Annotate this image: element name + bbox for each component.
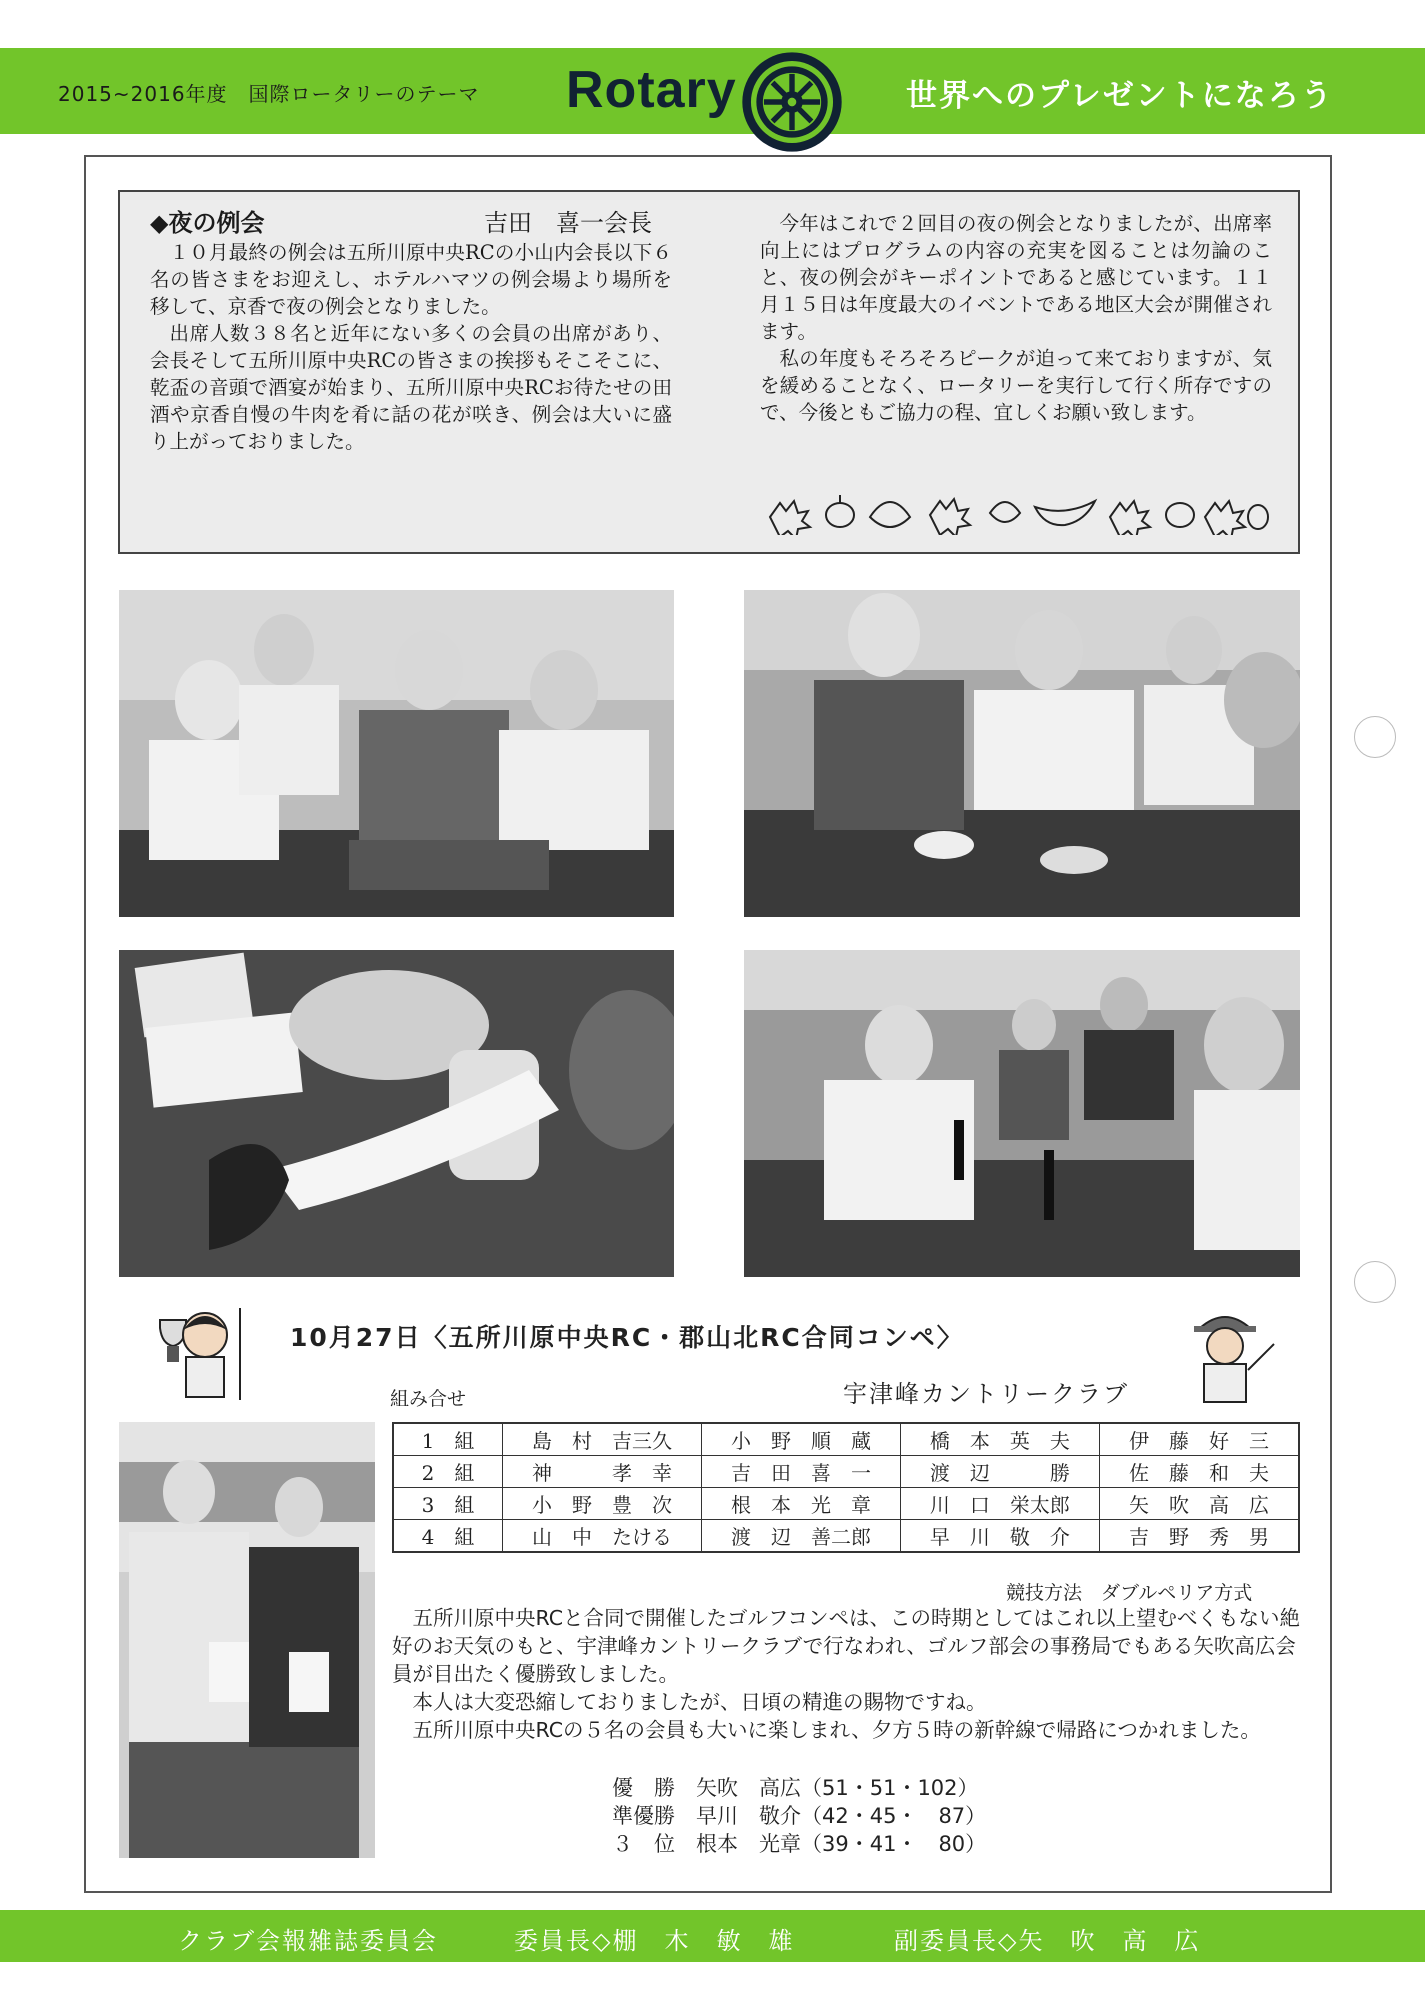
group-row xyxy=(393,1488,1299,1520)
player-name: 吉 野 秀 男 xyxy=(1099,1520,1299,1553)
binder-hole xyxy=(1354,1261,1396,1303)
article-paragraph: 出席人数３８名と近年にない多くの会員の出席があり、会長そして五所川原中央RCの皆さまの挨拶もそこそこに、乾盃の音頭で酒宴が始まり、五所川原中央RCお待たせの田酒や京香自慢の牛肉を肴に話の花が咲き、例会は大いに盛り上がっておりました。 xyxy=(150,322,672,453)
player-name: 島 村 吉三久 xyxy=(503,1423,702,1456)
player-name: 佐 藤 和 夫 xyxy=(1099,1456,1299,1488)
player-name: 神 孝 幸 xyxy=(503,1456,702,1488)
player-name: 小 野 豊 次 xyxy=(503,1488,702,1520)
article-paragraph: 私の年度もそろそろピークが迫って来ておりますが、気を緩めることなく、ロータリーを実行して行く所存ですので、今後ともご協力の程、宜しくお願い致します。 xyxy=(760,347,1272,424)
scoring-method: 競技方法 ダブルペリア方式 xyxy=(1006,1582,1253,1604)
golfer-trophy-mascot-icon xyxy=(150,1300,260,1410)
group-row xyxy=(393,1456,1299,1488)
theme-year: 2015~2016年度 国際ロータリーのテーマ xyxy=(58,82,480,106)
article-paragraph: １０月最終の例会は五所川原中央RCの小山内会長以下６名の皆さまをお迎えし、ホテルハマツの例会場より場所を移して、京香で夜の例会となりました。 xyxy=(150,241,672,318)
footer-bar xyxy=(0,1910,1425,1962)
photo-golf-winners xyxy=(119,1422,375,1858)
player-name: 矢 吹 高 広 xyxy=(1099,1488,1299,1520)
article-title: ◆夜の例会 xyxy=(150,209,265,237)
result-winner: 優 勝 矢吹 高広（51・51・102） xyxy=(612,1776,979,1800)
group-label: 4 組 xyxy=(393,1520,503,1553)
player-name: 吉 田 喜 一 xyxy=(701,1456,900,1488)
group-label: 1 組 xyxy=(393,1423,503,1456)
binder-hole xyxy=(1354,716,1396,758)
result-runner-up: 準優勝 早川 敬介（42・45・ 87） xyxy=(612,1804,987,1828)
autumn-leaves-border-icon xyxy=(760,487,1270,535)
rotary-logo-text: Rotary xyxy=(566,61,737,119)
player-name: 川 口 栄太郎 xyxy=(900,1488,1099,1520)
player-name: 伊 藤 好 三 xyxy=(1099,1423,1299,1456)
player-name: 小 野 順 蔵 xyxy=(701,1423,900,1456)
footer-chair: 委員長◇棚 木 敏 雄 xyxy=(514,1927,795,1955)
golf-paragraph: 五所川原中央RCの５名の会員も大いに楽しまれ、夕方５時の新幹線で帰路につかれました。 xyxy=(412,1718,1261,1742)
golf-paragraph: 本人は大変恐縮しておりましたが、日頃の精進の賜物ですね。 xyxy=(412,1690,987,1714)
photo-dishes-on-table xyxy=(119,950,674,1277)
golf-event-title: 10月27日〈五所川原中央RC・郡山北RC合同コンペ〉 xyxy=(290,1323,964,1352)
player-name: 橋 本 英 夫 xyxy=(900,1423,1099,1456)
golf-results xyxy=(612,1774,986,1858)
article-paragraph: 今年はこれで２回目の夜の例会となりましたが、出席率向上にはプログラムの内容の充実を図ることは勿論のこと、夜の例会がキーポイントであると感じています。１１月１５日は年度最大のイベントである地区大会が開催されます。 xyxy=(760,212,1272,343)
player-name: 早 川 敬 介 xyxy=(900,1520,1099,1553)
groupings-label: 組み合せ xyxy=(390,1388,467,1410)
theme-slogan: 世界へのプレゼントになろう xyxy=(906,78,1334,114)
photo-members-dining xyxy=(744,590,1300,917)
group-label: 3 組 xyxy=(393,1488,503,1520)
meeting-article xyxy=(118,190,1300,554)
group-label: 2 組 xyxy=(393,1456,503,1488)
group-row xyxy=(393,1520,1299,1553)
golf-paragraph: 五所川原中央RCと合同で開催したゴルフコンペは、この時期としてはこれ以上望むべくもない絶好のお天気のもと、宇津峰カントリークラブで行なわれ、ゴルフ部会の事務局でもある矢吹高広会員が目出たく優勝致しました。 xyxy=(392,1606,1301,1686)
player-name: 渡 辺 勝 xyxy=(900,1456,1099,1488)
result-third: ３ 位 根本 光章（39・41・ 80） xyxy=(612,1832,987,1856)
group-row xyxy=(393,1423,1299,1456)
groupings-table xyxy=(392,1422,1300,1553)
header-bar xyxy=(0,48,1425,134)
player-name: 山 中 たける xyxy=(503,1520,702,1553)
player-name: 渡 辺 善二郎 xyxy=(701,1520,900,1553)
footer-vice-chair: 副委員長◇矢 吹 高 広 xyxy=(894,1927,1201,1955)
golfer-mascot-icon xyxy=(1170,1300,1280,1410)
article-heading xyxy=(150,210,672,237)
photo-banquet-hall xyxy=(744,950,1300,1277)
footer-committee: クラブ会報雑誌委員会 xyxy=(178,1927,438,1955)
golf-report xyxy=(392,1604,1302,1744)
rotary-wheel-icon xyxy=(738,48,846,156)
article-column-left xyxy=(150,210,672,455)
article-author: 吉田 喜一会長 xyxy=(484,209,652,237)
golf-venue: 宇津峰カントリークラブ xyxy=(843,1380,1129,1408)
article-column-right xyxy=(760,210,1272,426)
player-name: 根 本 光 章 xyxy=(701,1488,900,1520)
photo-members-posing xyxy=(119,590,674,917)
